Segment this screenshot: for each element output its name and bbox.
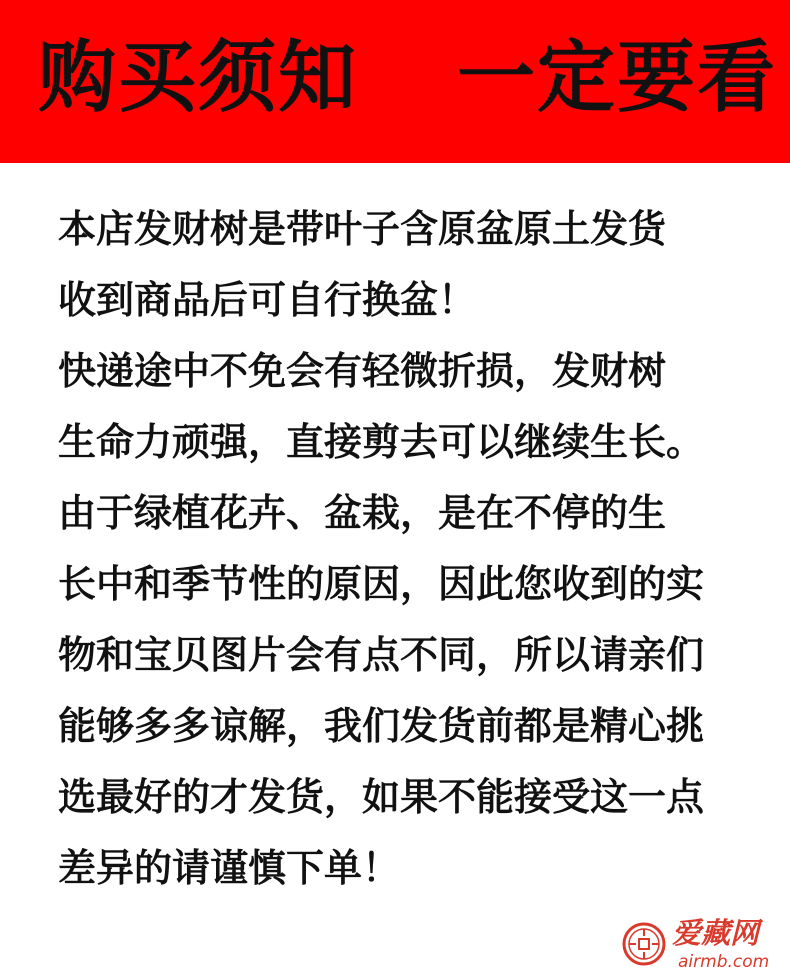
watermark-domain: airmb.com xyxy=(678,952,770,972)
banner-title-left: 购买须知 xyxy=(38,33,359,123)
notice-line: 快递途中不免会有轻微折损，发财树 xyxy=(58,349,667,393)
header-banner xyxy=(0,0,790,163)
notice-line: 本店发财树是带叶子含原盆原土发货 xyxy=(58,207,667,251)
coin-seal-icon xyxy=(622,922,666,966)
notice-line: 选最好的才发货，如果不能接受这一点 xyxy=(58,775,705,819)
watermark-site-name: 爱藏网 xyxy=(672,916,760,950)
banner-title-right: 一定要看 xyxy=(457,33,778,123)
notice-line: 由于绿植花卉、盆栽，是在不停的生 xyxy=(58,491,667,535)
notice-line: 生命力顽强，直接剪去可以继续生长。 xyxy=(58,420,705,464)
notice-line: 差异的请谨慎下单！ xyxy=(58,846,401,890)
notice-line: 能够多多谅解，我们发货前都是精心挑 xyxy=(58,704,705,748)
notice-line: 长中和季节性的原因，因此您收到的实 xyxy=(58,562,705,606)
notice-line: 收到商品后可自行换盆！ xyxy=(58,278,477,322)
notice-line: 物和宝贝图片会有点不同，所以请亲们 xyxy=(58,633,705,677)
site-watermark xyxy=(622,916,787,974)
purchase-notice xyxy=(58,200,768,910)
